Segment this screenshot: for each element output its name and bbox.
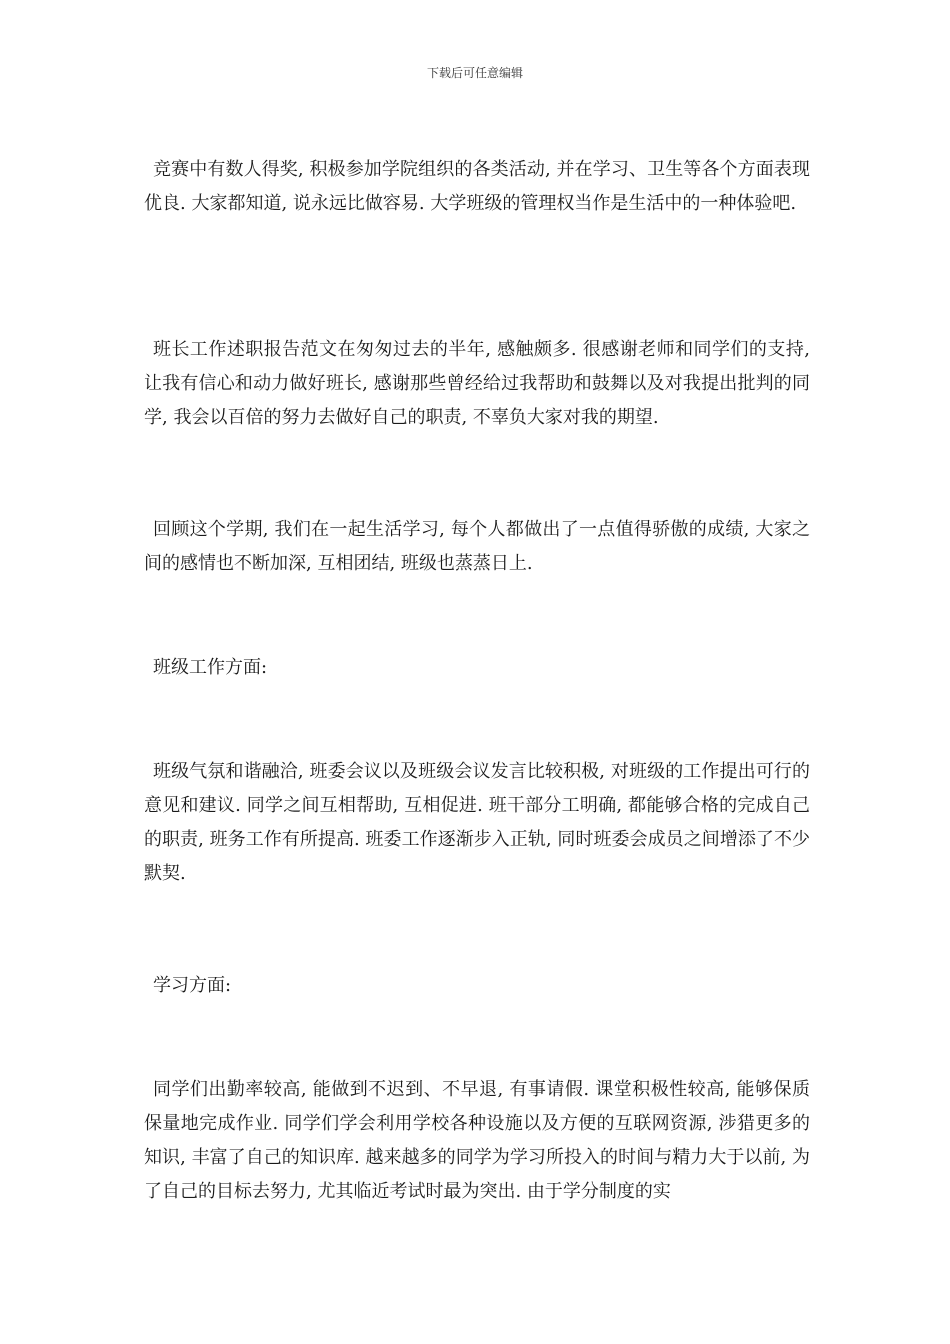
section-heading-class-work: 班级工作方面:: [153, 657, 268, 678]
paragraph-semester-review: 回顾这个学期, 我们在一起生活学习, 每个人都做出了一点值得骄傲的成绩, 大家之间的感情也不断加深, 互相团结, 班级也蒸蒸日上.: [144, 519, 810, 574]
page-header: 下载后可任意编辑: [426, 66, 523, 80]
section-heading-study: 学习方面:: [153, 975, 232, 996]
paragraph-competition-results: 竞赛中有数人得奖, 积极参加学院组织的各类活动, 并在学习、卫生等各个方面表现优良. 大家都知道, 说永远比做容易. 大学班级的管理权当作是生活中的一种体验吧.: [144, 159, 810, 214]
paragraph-class-work: 班级气氛和谐融洽, 班委会议以及班级会议发言比较积极, 对班级的工作提出可行的意见和建议. 同学之间互相帮助, 互相促进. 班干部分工明确, 都能够合格的完成自己的职责, 班务工作有所提高. 班委工作逐渐步入正轨, 同时班委会成员之间增添了不少默契.: [144, 761, 810, 884]
paragraph-study: 同学们出勤率较高, 能做到不迟到、不早退, 有事请假. 课堂积极性较高, 能够保质保量地完成作业. 同学们学会利用学校各种设施以及方便的互联网资源, 涉猎更多的知识, 丰富了自己的知识库. 越来越多的同学为学习所投入的时间与精力大于以前, 为了自己的目标去努力, 尤其临近考试时最为突出. 由于学分制度的实: [144, 1079, 810, 1202]
paragraph-monitor-report-intro: 班长工作述职报告范文在匆匆过去的半年, 感触颇多. 很感谢老师和同学们的支持, 让我有信心和动力做好班长, 感谢那些曾经给过我帮助和鼓舞以及对我提出批判的同学, 我会以百倍的努力去做好自己的职责, 不辜负大家对我的期望.: [144, 339, 810, 428]
